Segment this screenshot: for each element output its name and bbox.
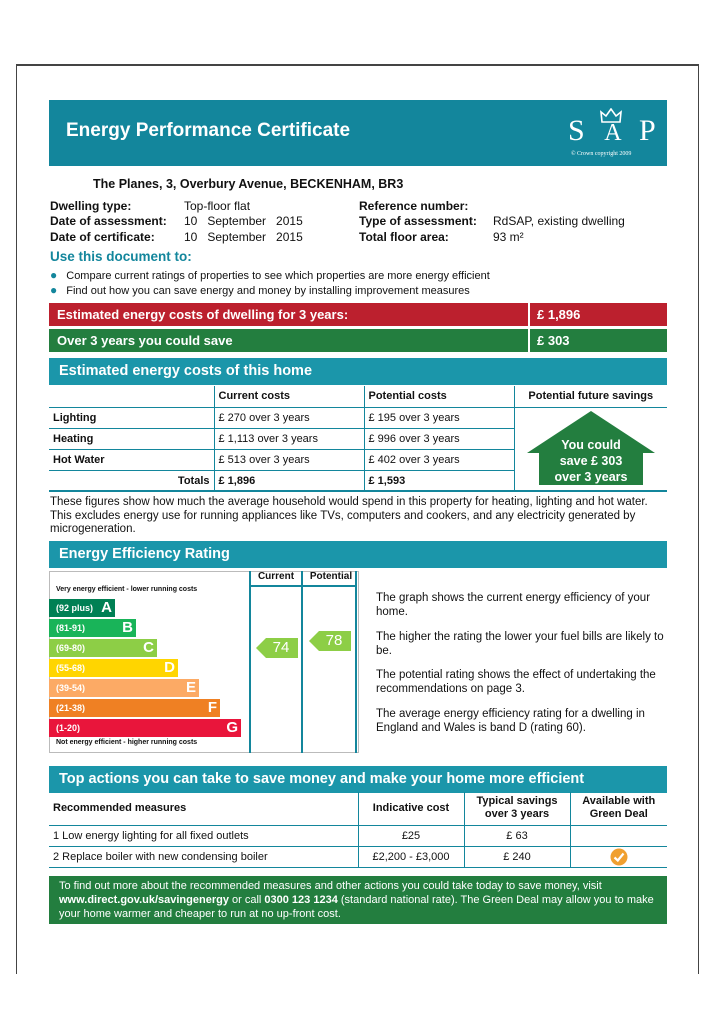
current-rating-value: 74 — [272, 639, 290, 656]
rating-band-f — [49, 699, 220, 717]
list-item: ● Compare current ratings of properties to see which properties are more energy efficient — [50, 268, 490, 282]
efficiency-note: The graph shows the current energy efficiency of your home. — [376, 592, 651, 618]
sap-letter-a: A — [604, 120, 623, 146]
cell-current: £ 270 over 3 years — [214, 407, 364, 428]
savings-cell: £ 240 — [464, 846, 570, 867]
rating-band-e — [49, 679, 199, 697]
row-label: Heating — [49, 428, 214, 449]
cell-potential: £ 402 over 3 years — [364, 449, 514, 470]
costs-note: These figures show how much the average household would spend in this property for heating, lighting and hot water. This excludes energy use for running appliances like TVs, computers and cookers, and any electricity generated by microgeneration. — [50, 496, 648, 535]
top-caption: Very energy efficient - lower running costs — [56, 586, 198, 593]
col-indicative-cost: Indicative cost — [358, 792, 464, 825]
type-assessment-label: Type of assessment: — [359, 214, 477, 228]
footer-text: or call — [228, 894, 265, 906]
efficiency-note: The potential rating shows the effect of undertaking the recommendations on page 3. — [376, 669, 656, 695]
efficiency-section-header — [49, 541, 667, 568]
bar-divider — [528, 303, 530, 326]
savings-bar — [49, 329, 667, 352]
date-assessment-value: 10 September 2015 — [184, 214, 303, 228]
footer-info — [49, 876, 667, 924]
table-header-row — [49, 792, 667, 825]
measure-cell: 2 Replace boiler with new condensing boiler — [49, 846, 358, 867]
totals-potential: £ 1,593 — [364, 470, 514, 491]
list-item: ● Find out how you can save energy and money by installing improvement measures — [50, 283, 470, 297]
date-certificate-label: Date of certificate: — [50, 230, 155, 244]
band-range: (81-91) — [56, 623, 86, 633]
green-deal-cell — [570, 846, 667, 867]
band-range: (39-54) — [56, 683, 86, 693]
estimated-costs-label: Estimated energy costs of dwelling for 3 years: — [57, 307, 349, 322]
current-column — [249, 571, 303, 753]
column-rule — [249, 585, 357, 587]
band-range: (21-38) — [56, 703, 86, 713]
measure-cell: 1 Low energy lighting for all fixed outlets — [49, 825, 358, 846]
cost-cell: £2,200 - £3,000 — [358, 846, 464, 867]
table-row — [49, 825, 667, 846]
efficiency-chart — [49, 571, 359, 753]
table-rule — [49, 490, 667, 492]
col-green-deal: Available with Green Deal — [570, 792, 667, 825]
table-header-row — [49, 386, 667, 407]
efficiency-note: The average energy efficiency rating for a dwelling in England and Wales is band D (rating 60). — [376, 708, 645, 734]
sap-letter-p: P — [639, 114, 657, 147]
col-measures: Recommended measures — [49, 792, 358, 825]
bar-divider — [528, 329, 530, 352]
estimated-costs-bar — [49, 303, 667, 326]
costs-section-title: Estimated energy costs of this home — [59, 363, 313, 379]
date-assessment-label: Date of assessment: — [50, 214, 167, 228]
band-range: (55-68) — [56, 663, 86, 673]
savings-line: save £ 303 — [559, 454, 623, 468]
band-range: (92 plus) — [56, 603, 94, 613]
savings-line: You could — [561, 438, 621, 452]
rating-band-a — [49, 599, 115, 617]
floor-area-value: 93 m² — [493, 230, 524, 244]
sap-copyright: © Crown copyright 2009 — [571, 151, 632, 157]
cost-cell: £25 — [358, 825, 464, 846]
costs-section-header — [49, 358, 667, 385]
table-row — [49, 846, 667, 867]
band-letter: F — [207, 699, 217, 716]
date-certificate-value: 10 September 2015 — [184, 230, 303, 244]
savings-line: over 3 years — [554, 470, 628, 484]
savings-value: £ 303 — [537, 333, 570, 348]
row-label: Lighting — [49, 407, 214, 428]
rating-band-d — [49, 659, 178, 677]
row-label: Hot Water — [49, 449, 214, 470]
potential-rating-value: 78 — [325, 632, 343, 649]
cell-potential: £ 996 over 3 years — [364, 428, 514, 449]
property-address: The Planes, 3, Overbury Avenue, BECKENHAM, BR3 — [93, 177, 404, 191]
savings-cell: £ 63 — [464, 825, 570, 846]
col-current-costs: Current costs — [214, 386, 364, 407]
green-deal-tick-icon — [610, 848, 628, 866]
use-document-title: Use this document to: — [50, 249, 192, 264]
potential-column-header: Potential — [309, 571, 353, 582]
rating-band-c — [49, 639, 157, 657]
bullet-text: Compare current ratings of properties to see which properties are more energy efficient — [66, 270, 490, 282]
footer-text: To find out more about the recommended measures and other actions you could take today to save money, visit — [59, 880, 602, 892]
actions-table — [49, 792, 667, 868]
band-letter: G — [226, 719, 238, 736]
footer-text: (standard national rate). The Green Deal may allow you to make your home warmer and cheaper to run at no up-front cost. — [59, 894, 654, 920]
footer-link[interactable]: www.direct.gov.uk/savingenergy — [59, 894, 229, 906]
band-range: (69-80) — [56, 643, 86, 653]
actions-section-title: Top actions you can take to save money and make your home more efficient — [59, 771, 585, 787]
cell-potential: £ 195 over 3 years — [364, 407, 514, 428]
band-letter: D — [164, 659, 175, 676]
savings-label: Over 3 years you could save — [57, 333, 233, 348]
green-deal-cell — [570, 825, 667, 846]
band-letter: B — [122, 619, 133, 636]
current-column-header: Current — [257, 571, 295, 582]
page-title: Energy Performance Certificate — [66, 120, 351, 141]
savings-house-text — [536, 437, 646, 485]
band-letter: E — [185, 679, 196, 696]
footer-phone: 0300 123 1234 — [264, 894, 338, 906]
efficiency-note: The higher the rating the lower your fuel bills are likely to be. — [376, 631, 664, 657]
rating-band-g — [49, 719, 241, 737]
cell-current: £ 513 over 3 years — [214, 449, 364, 470]
cell-current: £ 1,113 over 3 years — [214, 428, 364, 449]
type-assessment-value: RdSAP, existing dwelling — [493, 214, 625, 228]
actions-section-header — [49, 766, 667, 793]
crown-icon — [600, 108, 622, 124]
rating-band-b — [49, 619, 136, 637]
band-letter: C — [143, 639, 154, 656]
band-range: (1-20) — [56, 723, 81, 733]
col-potential-costs: Potential costs — [364, 386, 514, 407]
totals-current: £ 1,896 — [214, 470, 364, 491]
floor-area-label: Total floor area: — [359, 230, 449, 244]
sap-letter-s: S — [568, 114, 586, 147]
potential-column — [303, 571, 357, 753]
totals-label: Totals — [49, 470, 214, 491]
efficiency-section-title: Energy Efficiency Rating — [59, 546, 230, 562]
sap-logo — [568, 110, 657, 162]
reference-label: Reference number: — [359, 199, 469, 213]
dwelling-type-label: Dwelling type: — [50, 199, 132, 213]
bottom-caption: Not energy efficient - higher running costs — [56, 739, 198, 746]
band-letter: A — [101, 599, 112, 616]
col-future-savings: Potential future savings — [514, 386, 667, 407]
dwelling-type-value: Top-floor flat — [184, 199, 251, 213]
estimated-costs-value: £ 1,896 — [537, 307, 581, 322]
bullet-text: Find out how you can save energy and money by installing improvement measures — [66, 285, 470, 297]
col-typical-savings: Typical savings over 3 years — [464, 792, 570, 825]
